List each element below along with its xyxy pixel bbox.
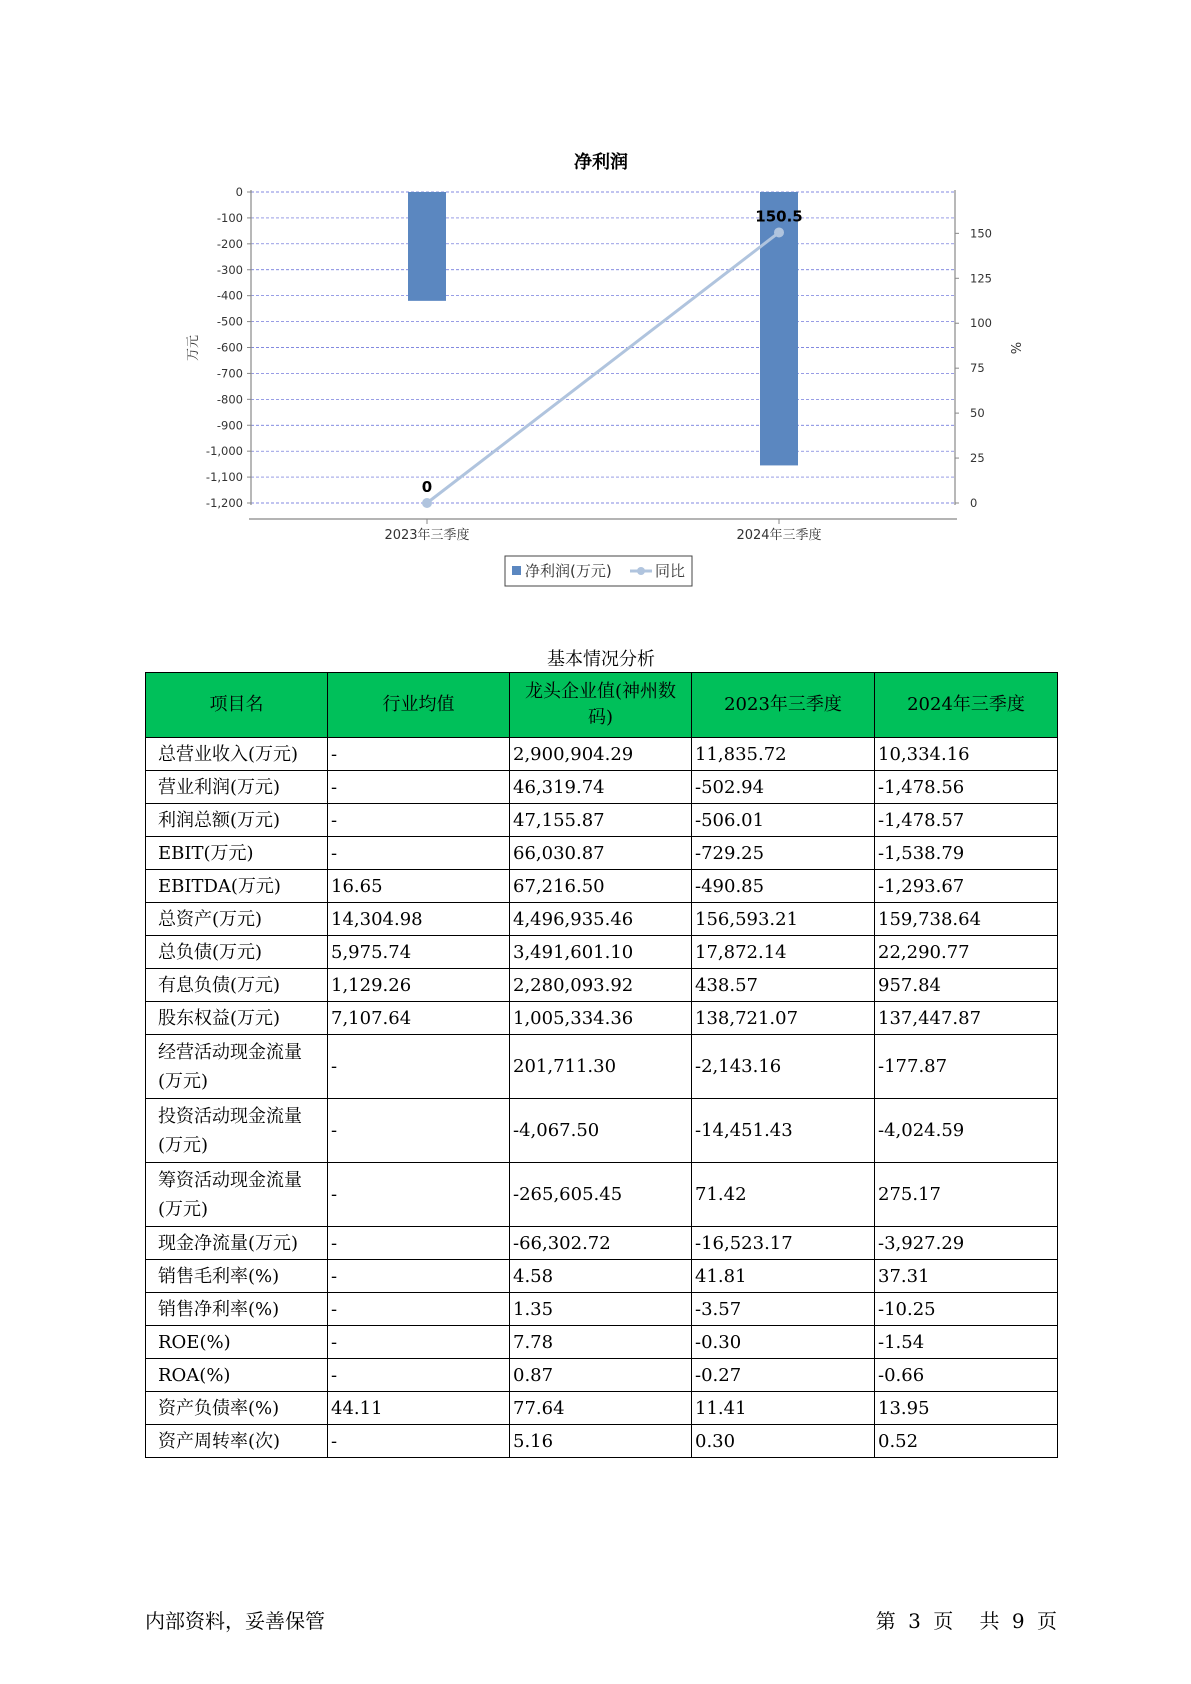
value-cell: -0.27 (692, 1359, 875, 1392)
value-cell: 0.52 (875, 1425, 1058, 1458)
value-cell: - (328, 771, 510, 804)
table-row (146, 1392, 1058, 1425)
value-cell: 2,280,093.92 (510, 969, 692, 1002)
value-cell: 44.11 (328, 1392, 510, 1425)
value-cell: -2,143.16 (692, 1035, 875, 1099)
value-cell: 0.30 (692, 1425, 875, 1458)
legend-line-marker (637, 567, 645, 575)
basic-analysis-table (145, 672, 1058, 1458)
legend-bar-label: 净利润(万元) (525, 562, 612, 580)
y-right-tick-label: 125 (970, 271, 992, 286)
y-tick-label: -500 (216, 314, 243, 329)
value-cell: -729.25 (692, 837, 875, 870)
row-label-cell: 资产周转率(次) (146, 1425, 328, 1458)
table-row (146, 936, 1058, 969)
page-prefix: 第 (875, 1609, 896, 1633)
table-row (146, 1163, 1058, 1227)
value-cell: -0.66 (875, 1359, 1058, 1392)
row-label-cell: 利润总额(万元) (146, 804, 328, 837)
value-cell: -506.01 (692, 804, 875, 837)
value-cell: 16.65 (328, 870, 510, 903)
value-cell: 4.58 (510, 1260, 692, 1293)
table-row (146, 1326, 1058, 1359)
y-tick-label: -700 (216, 366, 243, 381)
y-tick-label: 0 (235, 185, 243, 199)
page-number: 3 (908, 1609, 921, 1633)
total-prefix: 共 (979, 1609, 1000, 1633)
legend-bar-swatch (512, 566, 521, 575)
value-cell: - (328, 1163, 510, 1227)
table-row (146, 1035, 1058, 1099)
value-cell: 438.57 (692, 969, 875, 1002)
value-cell: - (328, 804, 510, 837)
value-cell: 41.81 (692, 1260, 875, 1293)
table-row (146, 771, 1058, 804)
yoy-data-label: 0 (421, 478, 433, 496)
value-cell: 11.41 (692, 1392, 875, 1425)
value-cell: - (328, 1260, 510, 1293)
table-row (146, 1260, 1058, 1293)
value-cell: 67,216.50 (510, 870, 692, 903)
value-cell: 7.78 (510, 1326, 692, 1359)
table-row (146, 1227, 1058, 1260)
table-row (146, 903, 1058, 936)
table-caption: 基本情况分析 (547, 649, 655, 670)
value-cell: 137,447.87 (875, 1002, 1058, 1035)
row-label-cell: 销售净利率(%) (146, 1293, 328, 1326)
value-cell: -3.57 (692, 1293, 875, 1326)
total-pages: 9 (1011, 1609, 1025, 1633)
table-row (146, 738, 1058, 771)
value-cell: -4,024.59 (875, 1099, 1058, 1163)
value-cell: 1,005,334.36 (510, 1002, 692, 1035)
value-cell: -3,927.29 (875, 1227, 1058, 1260)
value-cell: 3,491,601.10 (510, 936, 692, 969)
chart-title: 净利润 (574, 152, 628, 173)
row-label-cell: 股东权益(万元) (146, 1002, 328, 1035)
y-right-axis-label: % (1007, 341, 1022, 355)
value-cell: - (328, 1035, 510, 1099)
y-right-tick-label: 50 (970, 406, 985, 421)
value-cell: 66,030.87 (510, 837, 692, 870)
value-cell: 0.87 (510, 1359, 692, 1392)
table-row (146, 870, 1058, 903)
footer-page-info (876, 1605, 1057, 1634)
table-row (146, 1359, 1058, 1392)
header-2024q3: 2024年三季度 (875, 673, 1058, 738)
value-cell: - (328, 1099, 510, 1163)
y-right-tick-label: 25 (970, 451, 985, 466)
value-cell: 2,900,904.29 (510, 738, 692, 771)
y-right-tick-label: 150 (970, 226, 992, 241)
table-row (146, 804, 1058, 837)
value-cell: 37.31 (875, 1260, 1058, 1293)
y-tick-label: -1,100 (205, 470, 243, 485)
value-cell: 5,975.74 (328, 936, 510, 969)
legend-line-label: 同比 (655, 562, 686, 580)
yoy-data-label: 150.5 (755, 207, 803, 226)
value-cell: 14,304.98 (328, 903, 510, 936)
value-cell: -0.30 (692, 1326, 875, 1359)
value-cell: -1,478.57 (875, 804, 1058, 837)
total-suffix: 页 (1037, 1609, 1057, 1633)
value-cell: -4,067.50 (510, 1099, 692, 1163)
footer-confidential-note: 内部资料，妥善保管 (145, 1609, 325, 1633)
value-cell: -265,605.45 (510, 1163, 692, 1227)
value-cell: - (328, 1359, 510, 1392)
value-cell: 17,872.14 (692, 936, 875, 969)
value-cell: -66,302.72 (510, 1227, 692, 1260)
row-label-cell: 总负债(万元) (146, 936, 328, 969)
value-cell: 7,107.64 (328, 1002, 510, 1035)
header-leader-value: 龙头企业值(神州数码) (510, 673, 692, 738)
y-tick-label: -1,000 (205, 444, 243, 459)
row-label-cell: 有息负债(万元) (146, 969, 328, 1002)
y-tick-label: -1,200 (205, 496, 243, 510)
yoy-line (427, 232, 779, 503)
value-cell: 77.64 (510, 1392, 692, 1425)
value-cell: 275.17 (875, 1163, 1058, 1227)
table-row (146, 1099, 1058, 1163)
net-profit-chart (0, 0, 1191, 600)
value-cell: 11,835.72 (692, 738, 875, 771)
value-cell: -16,523.17 (692, 1227, 875, 1260)
y-tick-label: -900 (216, 418, 243, 433)
yoy-point (422, 498, 432, 508)
row-label-cell: 投资活动现金流量(万元) (146, 1099, 328, 1163)
x-tick-label: 2023年三季度 (384, 528, 470, 543)
value-cell: -502.94 (692, 771, 875, 804)
row-label-cell: 资产负债率(%) (146, 1392, 328, 1425)
value-cell: - (328, 1293, 510, 1326)
row-label-cell: EBITDA(万元) (146, 870, 328, 903)
y-tick-label: -400 (216, 288, 243, 303)
value-cell: - (328, 837, 510, 870)
page-suffix: 页 (933, 1609, 954, 1633)
row-label-cell: 现金净流量(万元) (146, 1227, 328, 1260)
y-right-tick-label: 75 (970, 361, 985, 376)
value-cell: - (328, 1326, 510, 1359)
value-cell: -10.25 (875, 1293, 1058, 1326)
row-label-cell: 筹资活动现金流量(万元) (146, 1163, 328, 1227)
row-label-cell: 总营业收入(万元) (146, 738, 328, 771)
value-cell: 13.95 (875, 1392, 1058, 1425)
value-cell: 5.16 (510, 1425, 692, 1458)
value-cell: 1,129.26 (328, 969, 510, 1002)
table-row (146, 837, 1058, 870)
table-row (146, 1002, 1058, 1035)
header-item-name: 项目名 (146, 673, 328, 738)
y-tick-label: -200 (216, 236, 243, 251)
table-row (146, 969, 1058, 1002)
value-cell: 201,711.30 (510, 1035, 692, 1099)
table-header-row (146, 673, 1058, 738)
row-label-cell: 销售毛利率(%) (146, 1260, 328, 1293)
value-cell: -1.54 (875, 1326, 1058, 1359)
y-tick-label: -100 (216, 210, 243, 225)
value-cell: 1.35 (510, 1293, 692, 1326)
row-label-cell: ROE(%) (146, 1326, 328, 1359)
value-cell: -1,478.56 (875, 771, 1058, 804)
value-cell: -1,538.79 (875, 837, 1058, 870)
value-cell: 156,593.21 (692, 903, 875, 936)
y-axis-label: 万元 (186, 334, 201, 362)
y-tick-label: -300 (216, 262, 243, 277)
y-right-tick-label: 0 (970, 496, 978, 510)
header-industry-avg: 行业均值 (328, 673, 510, 738)
header-2023q3: 2023年三季度 (692, 673, 875, 738)
table-row (146, 1293, 1058, 1326)
value-cell: - (328, 738, 510, 771)
value-cell: -14,451.43 (692, 1099, 875, 1163)
value-cell: 46,319.74 (510, 771, 692, 804)
value-cell: - (328, 1227, 510, 1260)
value-cell: 957.84 (875, 969, 1058, 1002)
value-cell: -490.85 (692, 870, 875, 903)
row-label-cell: EBIT(万元) (146, 837, 328, 870)
y-right-tick-label: 100 (970, 316, 992, 331)
value-cell: 4,496,935.46 (510, 903, 692, 936)
row-label-cell: 营业利润(万元) (146, 771, 328, 804)
y-tick-label: -600 (216, 340, 243, 355)
value-cell: -1,293.67 (875, 870, 1058, 903)
yoy-point (774, 227, 784, 237)
row-label-cell: ROA(%) (146, 1359, 328, 1392)
value-cell: 71.42 (692, 1163, 875, 1227)
row-label-cell: 经营活动现金流量(万元) (146, 1035, 328, 1099)
bar (408, 192, 446, 301)
value-cell: 22,290.77 (875, 936, 1058, 969)
y-tick-label: -800 (216, 392, 243, 407)
value-cell: -177.87 (875, 1035, 1058, 1099)
value-cell: - (328, 1425, 510, 1458)
value-cell: 159,738.64 (875, 903, 1058, 936)
x-tick-label: 2024年三季度 (736, 528, 822, 543)
table-row (146, 1425, 1058, 1458)
row-label-cell: 总资产(万元) (146, 903, 328, 936)
value-cell: 10,334.16 (875, 738, 1058, 771)
value-cell: 47,155.87 (510, 804, 692, 837)
value-cell: 138,721.07 (692, 1002, 875, 1035)
